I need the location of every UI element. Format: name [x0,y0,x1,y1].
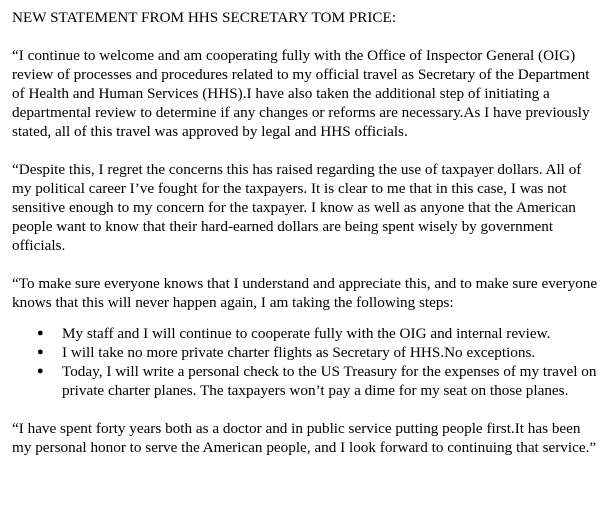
bullet-icon: ● [37,346,44,358]
bullet-icon: ● [37,365,44,377]
list-item [12,343,598,362]
steps-list [12,324,598,400]
list-item [12,362,598,400]
paragraph-closing: “I have spent forty years both as a doctor and in public service putting people first.It has been my personal honor to serve the American people, and I look forward to continuing that service.” [12,420,597,456]
step-text: I will take no more private charter flights as Secretary of HHS.No exceptions. [62,344,536,361]
bullet-icon: ● [37,327,44,339]
step-text: My staff and I will continue to cooperate fully with the OIG and internal review. [62,325,551,342]
paragraph-taxpayer-concerns: “Despite this, I regret the concerns this has raised regarding the use of taxpayer dollars. All of my political career I’ve fought for the taxpayers. It is clear to me that in this case, I was not sensitive enough to my concern for the taxpayer. I know as well as anyone that the American people want to know that their hard-earned dollars are being spent wisely by government officials. [12,161,582,254]
paragraph-oig-review: “I continue to welcome and am cooperating fully with the Office of Inspector General (OIG) review of processes and procedures related to my official travel as Secretary of the Department of Health and Human Services (HHS).I have also taken the additional step of initiating a departmental review to determine if any changes or reforms are necessary.As I have previously stated, all of this travel was approved by legal and HHS officials. [12,47,590,140]
step-text: Today, I will write a personal check to the US Treasury for the expenses of my travel on private charter planes. The taxpayers won’t pay a dime for my seat on those planes. [62,363,597,399]
statement-heading: NEW STATEMENT FROM HHS SECRETARY TOM PRICE: [12,9,397,26]
list-item [12,324,598,343]
paragraph-steps-intro: “To make sure everyone knows that I understand and appreciate this, and to make sure everyone knows that this will never happen again, I am taking the following steps: [12,275,598,311]
